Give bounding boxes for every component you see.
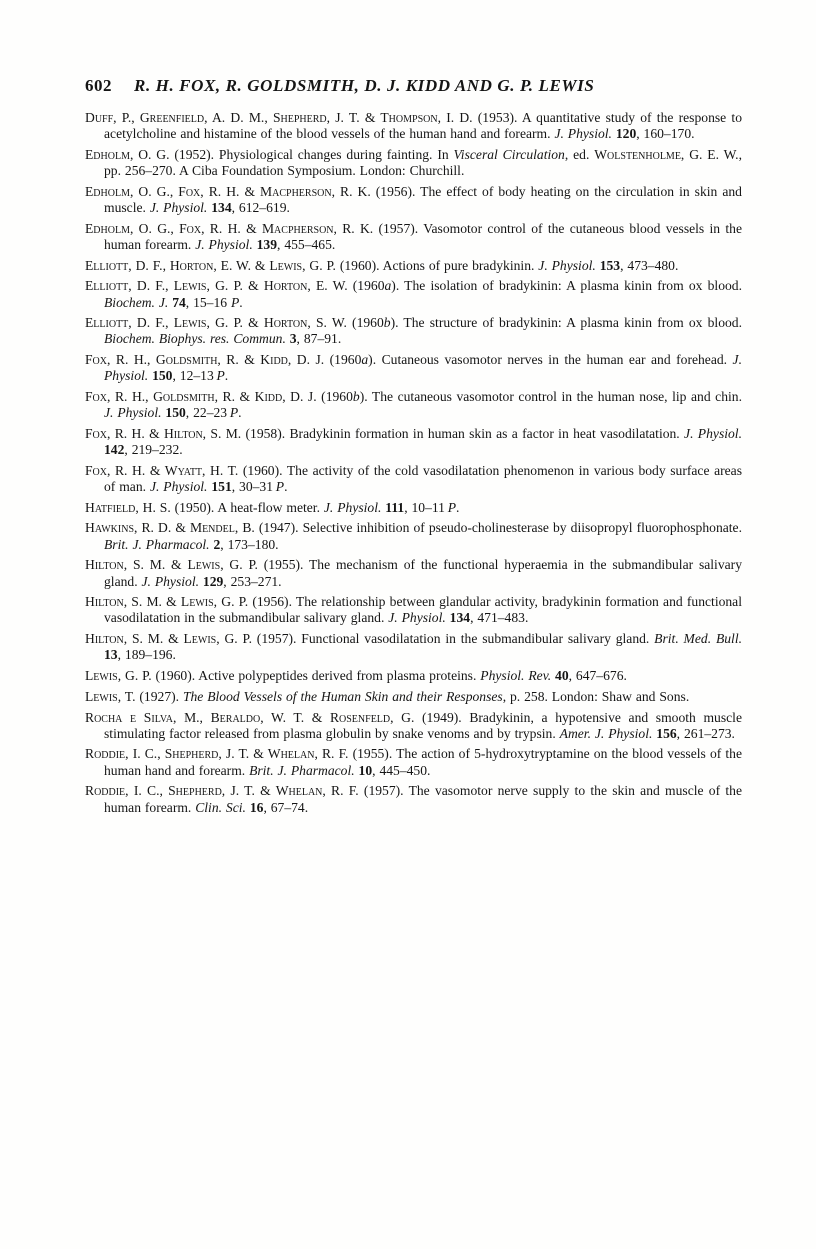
reference-segment: (1960 [324,352,362,368]
reference-segment: , p. 258. London: Shaw and Sons. [502,688,690,704]
reference-segment: Roddie, I. C., Shepherd, J. T. & Whelan, R. F. [85,746,349,762]
reference-segment: P [230,294,240,310]
reference-segment: Roddie, I. C., Shepherd, J. T. & Whelan, R. F. [85,783,359,799]
reference-segment: Elliott, D. F., Lewis, G. P. & Horton, E. W. [85,278,348,294]
reference-entry [85,184,742,216]
reference-entry [85,500,742,516]
reference-segment: 134 [449,610,471,626]
reference-segment: Fox, R. H. & Hilton, S. M. [85,425,242,441]
reference-entry [85,278,742,310]
reference-entry [85,352,742,384]
reference-segment: Hatfield, H. S. [85,499,171,515]
reference-segment: 2 [213,536,221,552]
reference-entry [85,783,742,815]
reference-segment: P [229,405,239,421]
reference-segment: Elliott, D. F., Lewis, G. P. & Horton, S. W. [85,315,347,331]
reference-segment: J. Physiol. [149,200,212,216]
reference-segment: (1950). A heat-flow meter. [170,499,324,515]
reference-segment: Visceral Circulation [453,146,565,162]
page-number: 602 [85,76,112,95]
reference-segment: , 455–465. [277,236,336,252]
reference-segment: , 67–74. [263,799,309,815]
reference-entry [85,221,742,253]
reference-segment: Fox, R. H., Goldsmith, R. & Kidd, D. J. [85,389,317,405]
reference-segment: a [361,352,369,368]
reference-segment: P [275,479,285,495]
reference-segment: (1958). Bradykinin formation in human skin as a factor in heat vasodilatation. [241,425,685,441]
reference-segment: ). The cutaneous vasomotor control in the human nose, lip and chin. [359,389,742,405]
references-list [85,110,742,816]
reference-segment: , 445–450. [372,762,431,778]
reference-entry [85,258,742,274]
reference-segment: J. Physiol. [195,236,257,252]
reference-segment: (1960). Actions of pure bradykinin. [335,257,539,273]
reference-segment: Biochem. Biophys. res. Commun. [104,331,290,347]
reference-segment: , 87–91. [296,331,342,347]
reference-segment: , 219–232. [124,442,183,458]
reference-segment: . [224,368,229,384]
reference-segment: Lewis, T. [85,688,136,704]
reference-segment: , ed. [564,146,595,162]
reference-segment: J. Physiol. [104,405,166,421]
reference-segment: Edholm, O. G., Fox, R. H. & Macpherson, R. K. [85,220,374,236]
reference-segment: Elliott, D. F., Horton, E. W. & Lewis, G. P. [85,257,336,273]
reference-segment: 153 [599,257,621,273]
reference-segment: (1953). A quantitative study of the response to acetylcholine and histamine of the blood vessels of the human hand and forearm. [104,110,742,142]
reference-entry [85,463,742,495]
reference-segment: , pp. 256–270. A Ciba Foundation Symposium. London: Churchill. [104,146,742,179]
reference-segment: J. Physiol. [104,352,742,384]
reference-segment: 120 [615,126,637,142]
reference-segment: ). Cutaneous vasomotor nerves in the human ear and forehead. [368,352,733,368]
reference-entry [85,389,742,421]
reference-segment: 142 [104,442,125,458]
reference-entry [85,147,742,179]
reference-segment: . [238,405,242,421]
reference-segment: . [456,499,460,515]
reference-segment: Edholm, O. G. [85,146,170,162]
reference-segment: Fox, R. H. & Wyatt, H. T. [85,462,239,478]
reference-segment: Hawkins, R. D. & Mendel, B. [85,520,255,536]
reference-segment: , 12–13 [172,368,217,384]
reference-segment: (1957). Vasomotor control of the cutaneous blood vessels in the human forearm. [104,220,742,252]
reference-segment: , 30–31 [231,479,276,495]
reference-segment: 134 [211,200,232,216]
reference-segment: , 22–23 [185,405,230,421]
reference-segment: Amer. J. Physiol. [559,725,657,741]
reference-segment: ). The structure of bradykinin: A plasma kinin from ox blood. [390,315,742,331]
reference-segment: J. Physiol. [141,573,203,589]
reference-segment: Biochem. J. [104,294,173,310]
reference-segment: (1956). The relationship between glandular activity, bradykinin formation and functional vasodilatation in the submandibular salivary gland. [104,594,742,626]
reference-segment: Brit. J. Pharmacol. [249,762,359,778]
reference-segment: (1960). The activity of the cold vasodilatation phenomenon in various body surface areas of man. [104,462,742,495]
reference-segment: P [216,368,225,384]
reference-segment: Brit. J. Pharmacol. [104,536,214,552]
reference-segment: 13 [104,647,118,663]
reference-segment: 40 [555,668,569,684]
reference-entry [85,557,742,589]
reference-entry [85,689,742,705]
reference-segment: J. Physiol. [388,610,450,626]
page-header [85,76,742,96]
reference-entry [85,315,742,347]
reference-segment: , 612–619. [231,200,290,216]
reference-segment: 16 [249,799,264,815]
reference-segment: J. Physiol. [538,257,600,273]
reference-segment: Hilton, S. M. & Lewis, G. P. [85,557,258,573]
reference-segment: Wolstenholme, G. E. W. [594,146,739,162]
reference-segment: Rocha e Silva, M., Beraldo, W. T. & Rosenfeld, G. [85,709,415,725]
reference-segment: (1952). Physiological changes during fainting. In [169,146,454,162]
reference-segment: Clin. Sci. [195,799,250,815]
reference-segment: The Blood Vessels of the Human Skin and their Responses [182,688,503,704]
reference-segment: 111 [385,499,405,515]
running-title: R. H. FOX, R. GOLDSMITH, D. J. KIDD AND G. P. LEWIS [134,76,595,95]
reference-segment: Duff, P., Greenfield, A. D. M., Shepherd, J. T. & Thompson, I. D. [85,110,473,125]
reference-segment: , 10–11 [404,499,448,515]
reference-segment: (1957). The vasomotor nerve supply to the skin and muscle of the human forearm. [104,783,742,815]
reference-segment: (1955). The mechanism of the functional hyperaemia in the submandibular salivary gland. [104,557,742,589]
reference-segment: J. Physiol. [323,499,386,515]
reference-segment: Fox, R. H., Goldsmith, R. & Kidd, D. J. [85,352,325,368]
reference-segment: (1957). Functional vasodilatation in the submandibular salivary gland. [251,631,655,647]
reference-segment: Physiol. Rev. [480,668,556,684]
reference-segment: (1960). Active polypeptides derived from plasma proteins. [151,668,481,684]
reference-segment: P [447,499,456,515]
reference-segment: 3 [289,331,297,347]
reference-segment: 129 [202,573,224,589]
reference-segment: , 15–16 [185,294,231,310]
reference-segment: , 473–480. [620,257,679,273]
reference-segment: , 189–196. [117,647,176,663]
reference-segment: (1960 [346,315,384,331]
reference-segment: , 471–483. [470,610,529,626]
reference-segment: , 160–170. [636,126,695,142]
reference-entry [85,426,742,458]
reference-segment: 150 [152,368,173,384]
reference-segment: J. Physiol. [684,425,742,441]
reference-segment: (1927). [135,688,183,704]
reference-segment: Hilton, S. M. & Lewis, G. P. [85,631,252,647]
reference-segment: Edholm, O. G., Fox, R. H. & Macpherson, R. K. [85,183,371,199]
reference-segment: Lewis, G. P. [85,668,152,684]
reference-segment: , 173–180. [220,536,279,552]
reference-entry [85,520,742,552]
reference-entry [85,668,742,684]
reference-segment: Hilton, S. M. & Lewis, G. P. [85,594,249,610]
reference-segment: b [352,389,360,405]
reference-entry [85,631,742,663]
reference-segment: , 647–676. [568,668,627,684]
reference-segment: . [239,294,243,310]
reference-entry [85,710,742,742]
reference-segment: a [384,278,392,294]
reference-segment: 151 [211,479,232,495]
reference-segment: , 253–271. [223,573,282,589]
reference-segment: 139 [256,236,278,252]
reference-segment: , 261–273. [676,725,735,741]
reference-segment: (1960 [347,278,385,294]
reference-segment: (1955). The action of 5-hydroxytryptamine on the blood vessels of the human hand and forearm. [104,746,742,778]
reference-segment: (1947). Selective inhibition of pseudo-cholinesterase by diisopropyl fluorophosphonate. [254,520,742,536]
reference-segment: (1956). The effect of body heating on the circulation in skin and muscle. [104,183,742,216]
reference-segment: b [383,315,391,331]
reference-segment: 150 [165,405,186,421]
reference-segment: Brit. Med. Bull. [654,631,743,647]
reference-entry [85,110,742,142]
reference-segment: ). The isolation of bradykinin: A plasma kinin from ox blood. [391,278,742,294]
reference-segment: J. Physiol. [149,479,212,495]
reference-segment: . [284,479,288,495]
reference-segment: 74 [172,294,186,310]
reference-entry [85,594,742,626]
reference-segment: (1960 [316,389,353,405]
reference-segment: 156 [656,725,677,741]
reference-segment: J. Physiol. [554,126,616,142]
reference-entry [85,746,742,778]
reference-segment: (1949). Bradykinin, a hypotensive and smooth muscle stimulating factor released from plasma globulin by snake venoms and by trypsin. [104,709,742,741]
reference-segment: 10 [358,762,373,778]
